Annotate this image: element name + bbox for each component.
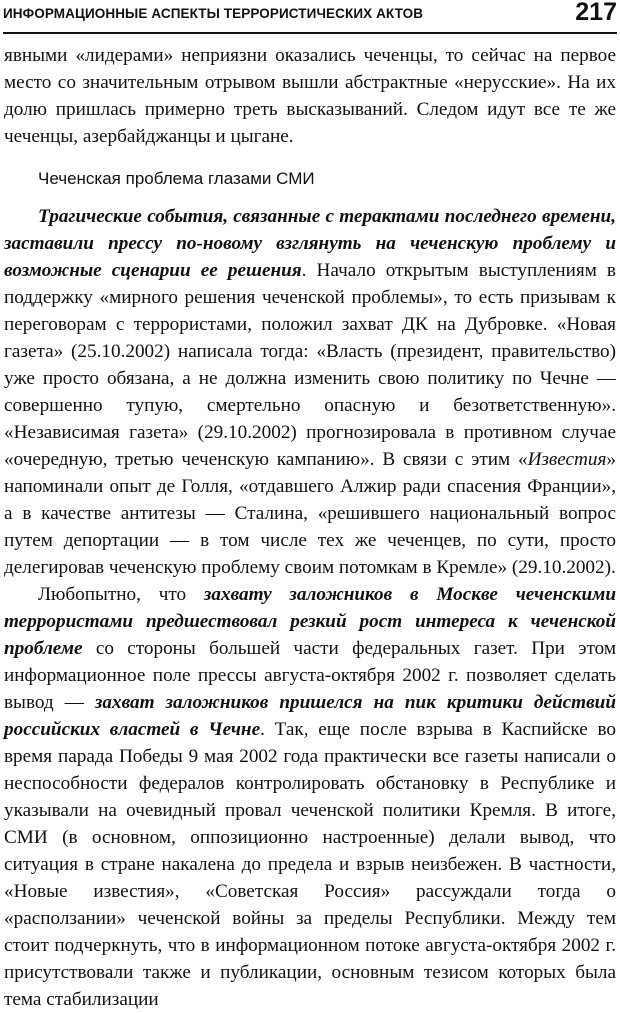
paragraph-2-text-c: . Так, еще после взрыва в Каспийске во время парада Победы 9 мая 2002 года практически все газеты написали о неспособности федералов контролировать обстановку в Республике и указывали на очевидный провал чеченской политики Кремля. В итоге, СМИ (в основном, оппозиционно настроенные) делали вывод, что ситуация в стране накалена до предела и взрыв неизбежен. В частности, «Новые известия», «Советская Россия» рассуждали тогда о «расползании» чеченской войны за пределы Республики. Между тем стоит подчеркнуть, что в информационном потоке августа-октября 2002 г. присутствовали также и публикации, основным тезисом которых была тема стабилизации — [4, 719, 617, 1010]
running-title: ИНФОРМАЦИОННЫЕ АСПЕКТЫ ТЕРРОРИСТИЧЕСКИХ АКТОВ — [3, 6, 424, 21]
section-heading: Чеченская проблема глазами СМИ — [38, 169, 315, 188]
paragraph-2-emphasis-2: захват заложников пришелся на пик критики действий российских властей в Чечне — [4, 692, 616, 740]
paragraph-1-emphasis: Трагические события, связанные с терактами последнего времени, заставили прессу по-новому взглянуть на чеченскую проблему и возможные сценарии ее решения — [4, 206, 616, 281]
paragraph-1-italic-source: Известия — [527, 449, 607, 470]
paragraph-1-text-b: » напоминали опыт де Голля, «отдавшего Алжир ради спасения Франции», а в качестве антитезы — Сталина, «решившего национальный вопрос путем депортации — в том числе тех же чеченцев, по сути, просто делегировав чеченскую проблему своим потомкам в Кремле» (29.10.2002). — [4, 449, 616, 578]
paragraph-2-text-a: Любопытно, что — [38, 584, 204, 605]
page-header — [3, 0, 617, 34]
page-number: 217 — [575, 0, 617, 26]
paragraph-2-text-b: со стороны большей части федеральных газет. При этом информационное поле прессы августа-октября 2002 г. позволяет сделать вывод — — [4, 638, 616, 713]
page-body — [4, 42, 616, 1013]
intro-paragraph: явными «лидерами» неприязни оказались чеченцы, то сейчас на первое место со значительным отрывом вышли абстрактные «нерусские». На их долю пришлась примерно треть высказываний. Следом идут все те же чеченцы, азербайджанцы и цыгане. — [4, 45, 616, 147]
paragraph-2-emphasis-1: захвату заложников в Москве чеченскими террористами предшествовал резкий рост интереса к чеченской проблеме — [4, 584, 616, 659]
paragraph-2 — [4, 581, 616, 1013]
paragraph-1 — [4, 203, 616, 581]
paragraph-1-text-a: . Начало открытым выступлениям в поддержку «мирного решения чеченской проблемы», то есть призывам к переговорам с террористами, положил захват ДК на Дубровке. «Новая газета» (25.10.2002) написала тогда: «Власть (президент, правительство) уже просто обязана, а не должна изменить свою политику по Чечне — совершенно тупую, смертельно опасную и безответственную». «Независимая газета» (29.10.2002) прогнозировала в противном случае «очередную, третью чеченскую кампанию». В связи с этим « — [4, 260, 616, 470]
